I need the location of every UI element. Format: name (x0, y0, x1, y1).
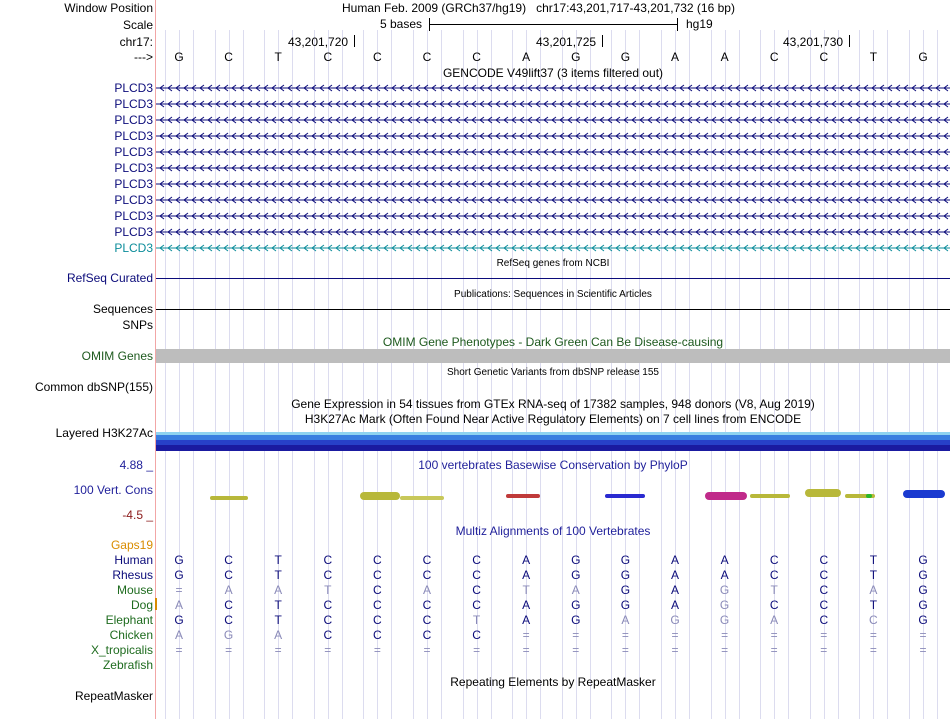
aligned-base: C (422, 568, 432, 582)
reference-base: G (620, 50, 631, 64)
coord-tick-3 (849, 35, 850, 47)
species-label[interactable]: X_tropicalis (90, 643, 153, 657)
aligned-base: G (719, 583, 730, 597)
reference-base: T (869, 50, 878, 64)
aligned-base: T (274, 598, 282, 612)
aligned-base: A (522, 598, 531, 612)
aligned-base: G (918, 553, 928, 567)
aligned-base: C (472, 628, 481, 642)
h3k27ac-layer-4[interactable] (156, 445, 950, 451)
gene-name-label[interactable]: PLCD3 (114, 81, 153, 95)
aligned-base: = (175, 643, 183, 657)
gene-model[interactable] (156, 113, 950, 127)
window-position-label: Window Position (64, 1, 153, 15)
aligned-base: = (721, 628, 729, 642)
reference-base: C (769, 50, 779, 64)
publications-track-label[interactable]: Sequences (92, 302, 153, 316)
aligned-base: G (174, 553, 184, 567)
aligned-base: C (373, 628, 382, 642)
snps-track-label[interactable]: SNPs (122, 318, 153, 332)
gene-model[interactable] (156, 81, 950, 95)
aligned-base: C (373, 553, 382, 567)
refseq-gene-line[interactable] (156, 278, 950, 279)
reference-base: C (819, 50, 829, 64)
aligned-base: C (472, 598, 481, 612)
aligned-base: G (223, 628, 234, 642)
position-header (342, 1, 735, 15)
reference-base: C (224, 50, 233, 64)
aligned-base: A (770, 613, 779, 627)
species-label[interactable]: Rhesus (112, 568, 153, 582)
phylop-score-mark (605, 494, 645, 498)
aligned-base: = (820, 643, 828, 657)
aligned-base: C (819, 598, 829, 612)
phylop-score-mark (805, 489, 841, 497)
coord-label-2: 43,201,725 (536, 35, 597, 49)
aligned-base: A (224, 583, 233, 597)
h3k27ac-track-label[interactable]: Layered H3K27Ac (55, 426, 153, 440)
gene-model[interactable] (156, 129, 950, 143)
aligned-base: C (869, 613, 878, 627)
aligned-base: = (473, 643, 481, 657)
aligned-base: G (918, 598, 928, 612)
aligned-base: G (174, 613, 184, 627)
phylop-track-title: 100 vertebrates Basewise Conservation by PhyloP (418, 458, 688, 472)
species-label[interactable]: Human (114, 553, 153, 567)
aligned-base: T (522, 583, 530, 597)
coord-tick-1 (354, 35, 355, 47)
aligned-base: A (670, 568, 679, 582)
aligned-base: = (175, 583, 183, 597)
aligned-base: C (373, 598, 382, 612)
aligned-base: T (324, 583, 332, 597)
chrom-label: chr17: (119, 35, 153, 49)
phylop-score-mark (210, 496, 248, 500)
aligned-base: A (522, 553, 531, 567)
dbsnp-track-label[interactable]: Common dbSNP(155) (34, 380, 153, 394)
h3k27ac-track-title: H3K27Ac Mark (Often Found Near Active Regulatory Elements) on 7 cell lines from ENCODE (304, 412, 802, 426)
aligned-base: = (324, 643, 332, 657)
aligned-base: C (422, 613, 432, 627)
aligned-base: A (422, 583, 431, 597)
aligned-base: C (819, 553, 829, 567)
aligned-base: G (620, 568, 631, 582)
aligned-base: T (472, 613, 481, 627)
aligned-base: C (323, 598, 333, 612)
aligned-base: A (522, 613, 531, 627)
scale-bar (429, 24, 677, 25)
publications-line[interactable] (156, 309, 950, 310)
strand-label: ---> (134, 50, 153, 64)
reference-base: C (422, 50, 432, 64)
aligned-base: = (869, 643, 877, 657)
phylop-score-mark (506, 494, 540, 498)
aligned-base: A (720, 568, 729, 582)
aligned-base: A (670, 598, 679, 612)
aligned-base: G (719, 598, 730, 612)
gene-name-label[interactable]: PLCD3 (114, 113, 153, 127)
aligned-base: G (670, 613, 680, 627)
gene-name-label[interactable]: PLCD3 (114, 193, 153, 207)
gene-model[interactable] (156, 241, 950, 255)
aligned-base: G (571, 613, 581, 627)
aligned-base: A (274, 628, 283, 642)
omim-gene-bar[interactable] (156, 349, 950, 363)
aligned-base: A (522, 568, 531, 582)
position-range: chr17:43,201,717-43,201,732 (16 bp) (536, 1, 735, 15)
aligned-base: C (422, 598, 432, 612)
aligned-base: = (373, 643, 381, 657)
aligned-base: T (869, 598, 878, 612)
aligned-base: C (373, 583, 382, 597)
aligned-base: C (769, 568, 779, 582)
phylop-score-mark (705, 492, 747, 500)
aligned-base: = (869, 628, 877, 642)
species-label[interactable]: Chicken (109, 628, 153, 642)
phylop-score-mark (750, 494, 790, 498)
aligned-base: T (869, 568, 878, 582)
reference-base: C (323, 50, 333, 64)
aligned-base: C (224, 613, 233, 627)
aligned-base: = (225, 643, 233, 657)
aligned-base: C (373, 613, 382, 627)
aligned-base: = (820, 628, 828, 642)
aligned-base: C (422, 553, 432, 567)
phylop-ymax: 4.88 _ (119, 458, 153, 472)
phylop-ymin: -4.5 _ (122, 508, 153, 522)
aligned-base: A (670, 553, 679, 567)
species-label[interactable]: Dog (130, 598, 153, 612)
gene-name-label[interactable]: PLCD3 (114, 145, 153, 159)
gene-model[interactable] (156, 193, 950, 207)
aligned-base: A (720, 553, 729, 567)
repeatmasker-track-title: Repeating Elements by RepeatMasker (450, 675, 656, 689)
coord-tick-2 (602, 35, 603, 47)
aligned-base: C (224, 553, 233, 567)
aligned-base: = (274, 643, 282, 657)
aligned-base: A (869, 583, 878, 597)
aligned-base: = (671, 628, 679, 642)
gaps-track-label[interactable]: Gaps19 (110, 538, 153, 552)
aligned-base: G (571, 598, 581, 612)
aligned-base: T (274, 568, 282, 582)
aligned-base: G (571, 553, 581, 567)
gene-name-label[interactable]: PLCD3 (114, 161, 153, 175)
gene-model[interactable] (156, 177, 950, 191)
assembly-name: Human Feb. 2009 (GRCh37/hg19) (342, 1, 527, 15)
aligned-base: C (373, 568, 382, 582)
aligned-base: G (620, 553, 631, 567)
aligned-base: = (572, 643, 580, 657)
aligned-base: G (620, 598, 631, 612)
reference-base: G (918, 50, 928, 64)
gene-name-label[interactable]: PLCD3 (114, 177, 153, 191)
aligned-base: = (621, 643, 629, 657)
aligned-base: = (522, 643, 530, 657)
gencode-track-title: GENCODE V49lift37 (3 items filtered out) (442, 66, 664, 80)
aligned-base: T (770, 583, 778, 597)
phylop-score-mark (866, 494, 872, 498)
aligned-base: G (174, 568, 184, 582)
coord-label-3: 43,201,730 (783, 35, 844, 49)
phylop-track-label[interactable]: 100 Vert. Cons (73, 483, 153, 497)
reference-base: A (720, 50, 729, 64)
aligned-base: C (323, 553, 333, 567)
aligned-base: G (719, 613, 730, 627)
aligned-base: C (323, 628, 333, 642)
aligned-base: G (918, 568, 928, 582)
multiz-track-title: Multiz Alignments of 100 Vertebrates (455, 524, 651, 538)
aligned-base: C (422, 628, 432, 642)
gene-model[interactable] (156, 145, 950, 159)
aligned-base: T (869, 553, 878, 567)
aligned-base: T (274, 613, 282, 627)
omim-track-title: OMIM Gene Phenotypes - Dark Green Can Be Disease-causing (382, 335, 724, 349)
aligned-base: T (274, 553, 282, 567)
aligned-base: = (919, 643, 927, 657)
aligned-base: G (620, 583, 631, 597)
phylop-score-mark (360, 492, 400, 500)
aligned-base: = (770, 643, 778, 657)
gene-name-label[interactable]: PLCD3 (114, 209, 153, 223)
aligned-base: C (819, 568, 829, 582)
scale-label: Scale (122, 18, 153, 32)
aligned-base: = (621, 628, 629, 642)
aligned-base: = (671, 643, 679, 657)
aligned-base: A (670, 583, 679, 597)
gene-model[interactable] (156, 209, 950, 223)
aligned-base: C (472, 553, 481, 567)
species-label[interactable]: Elephant (105, 613, 153, 627)
reference-base: G (571, 50, 581, 64)
reference-base: C (472, 50, 481, 64)
aligned-base: A (621, 613, 630, 627)
reference-base: C (373, 50, 382, 64)
reference-base: T (274, 50, 282, 64)
aligned-base: A (571, 583, 580, 597)
species-label[interactable]: Zebrafish (102, 658, 153, 672)
gene-model[interactable] (156, 161, 950, 175)
aligned-base: = (423, 643, 431, 657)
aligned-base: C (769, 598, 779, 612)
dbsnp-track-title: Short Genetic Variants from dbSNP release 155 (447, 367, 659, 378)
species-label[interactable]: Mouse (116, 583, 153, 597)
aligned-base: C (323, 568, 333, 582)
aligned-base: C (819, 613, 829, 627)
aligned-base: G (918, 583, 928, 597)
aligned-base: C (819, 583, 829, 597)
aligned-base: G (571, 568, 581, 582)
gene-name-label[interactable]: PLCD3 (114, 129, 153, 143)
aligned-base: C (323, 613, 333, 627)
aligned-base: C (472, 583, 481, 597)
aligned-base: = (522, 628, 530, 642)
aligned-base: = (770, 628, 778, 642)
reference-base: G (174, 50, 184, 64)
aligned-base: C (769, 553, 779, 567)
aligned-base: A (174, 628, 183, 642)
gene-name-label[interactable]: PLCD3 (114, 241, 153, 255)
refseq-track-title: RefSeq genes from NCBI (496, 258, 610, 269)
omim-track-label[interactable]: OMIM Genes (81, 349, 153, 363)
gene-name-label[interactable]: PLCD3 (114, 225, 153, 239)
scale-text: 5 bases (380, 17, 423, 31)
reference-base: A (670, 50, 679, 64)
aligned-base: G (918, 613, 928, 627)
aligned-base: A (274, 583, 283, 597)
gene-model[interactable] (156, 97, 950, 111)
coord-label-1: 43,201,720 (288, 35, 349, 49)
reference-base: A (522, 50, 531, 64)
aligned-base: C (224, 568, 233, 582)
scale-bar-right-tick (677, 18, 678, 31)
gene-name-label[interactable]: PLCD3 (114, 97, 153, 111)
gtex-track-title: Gene Expression in 54 tissues from GTEx RNA-seq of 17382 samples, 948 donors (V8, Aug 2019) (291, 397, 815, 411)
phylop-score-mark (903, 490, 945, 498)
publications-track-title: Publications: Sequences in Scientific Articles (454, 289, 652, 300)
phylop-score-mark (400, 496, 444, 500)
aligned-base: C (224, 598, 233, 612)
repeatmasker-track-label[interactable]: RepeatMasker (74, 689, 153, 703)
gene-model[interactable] (156, 225, 950, 239)
scale-db: hg19 (686, 17, 713, 31)
aligned-base: C (472, 568, 481, 582)
gap-marker (155, 598, 157, 610)
aligned-base: = (721, 643, 729, 657)
refseq-track-label[interactable]: RefSeq Curated (66, 271, 153, 285)
aligned-base: = (919, 628, 927, 642)
aligned-base: A (174, 598, 183, 612)
aligned-base: = (572, 628, 580, 642)
